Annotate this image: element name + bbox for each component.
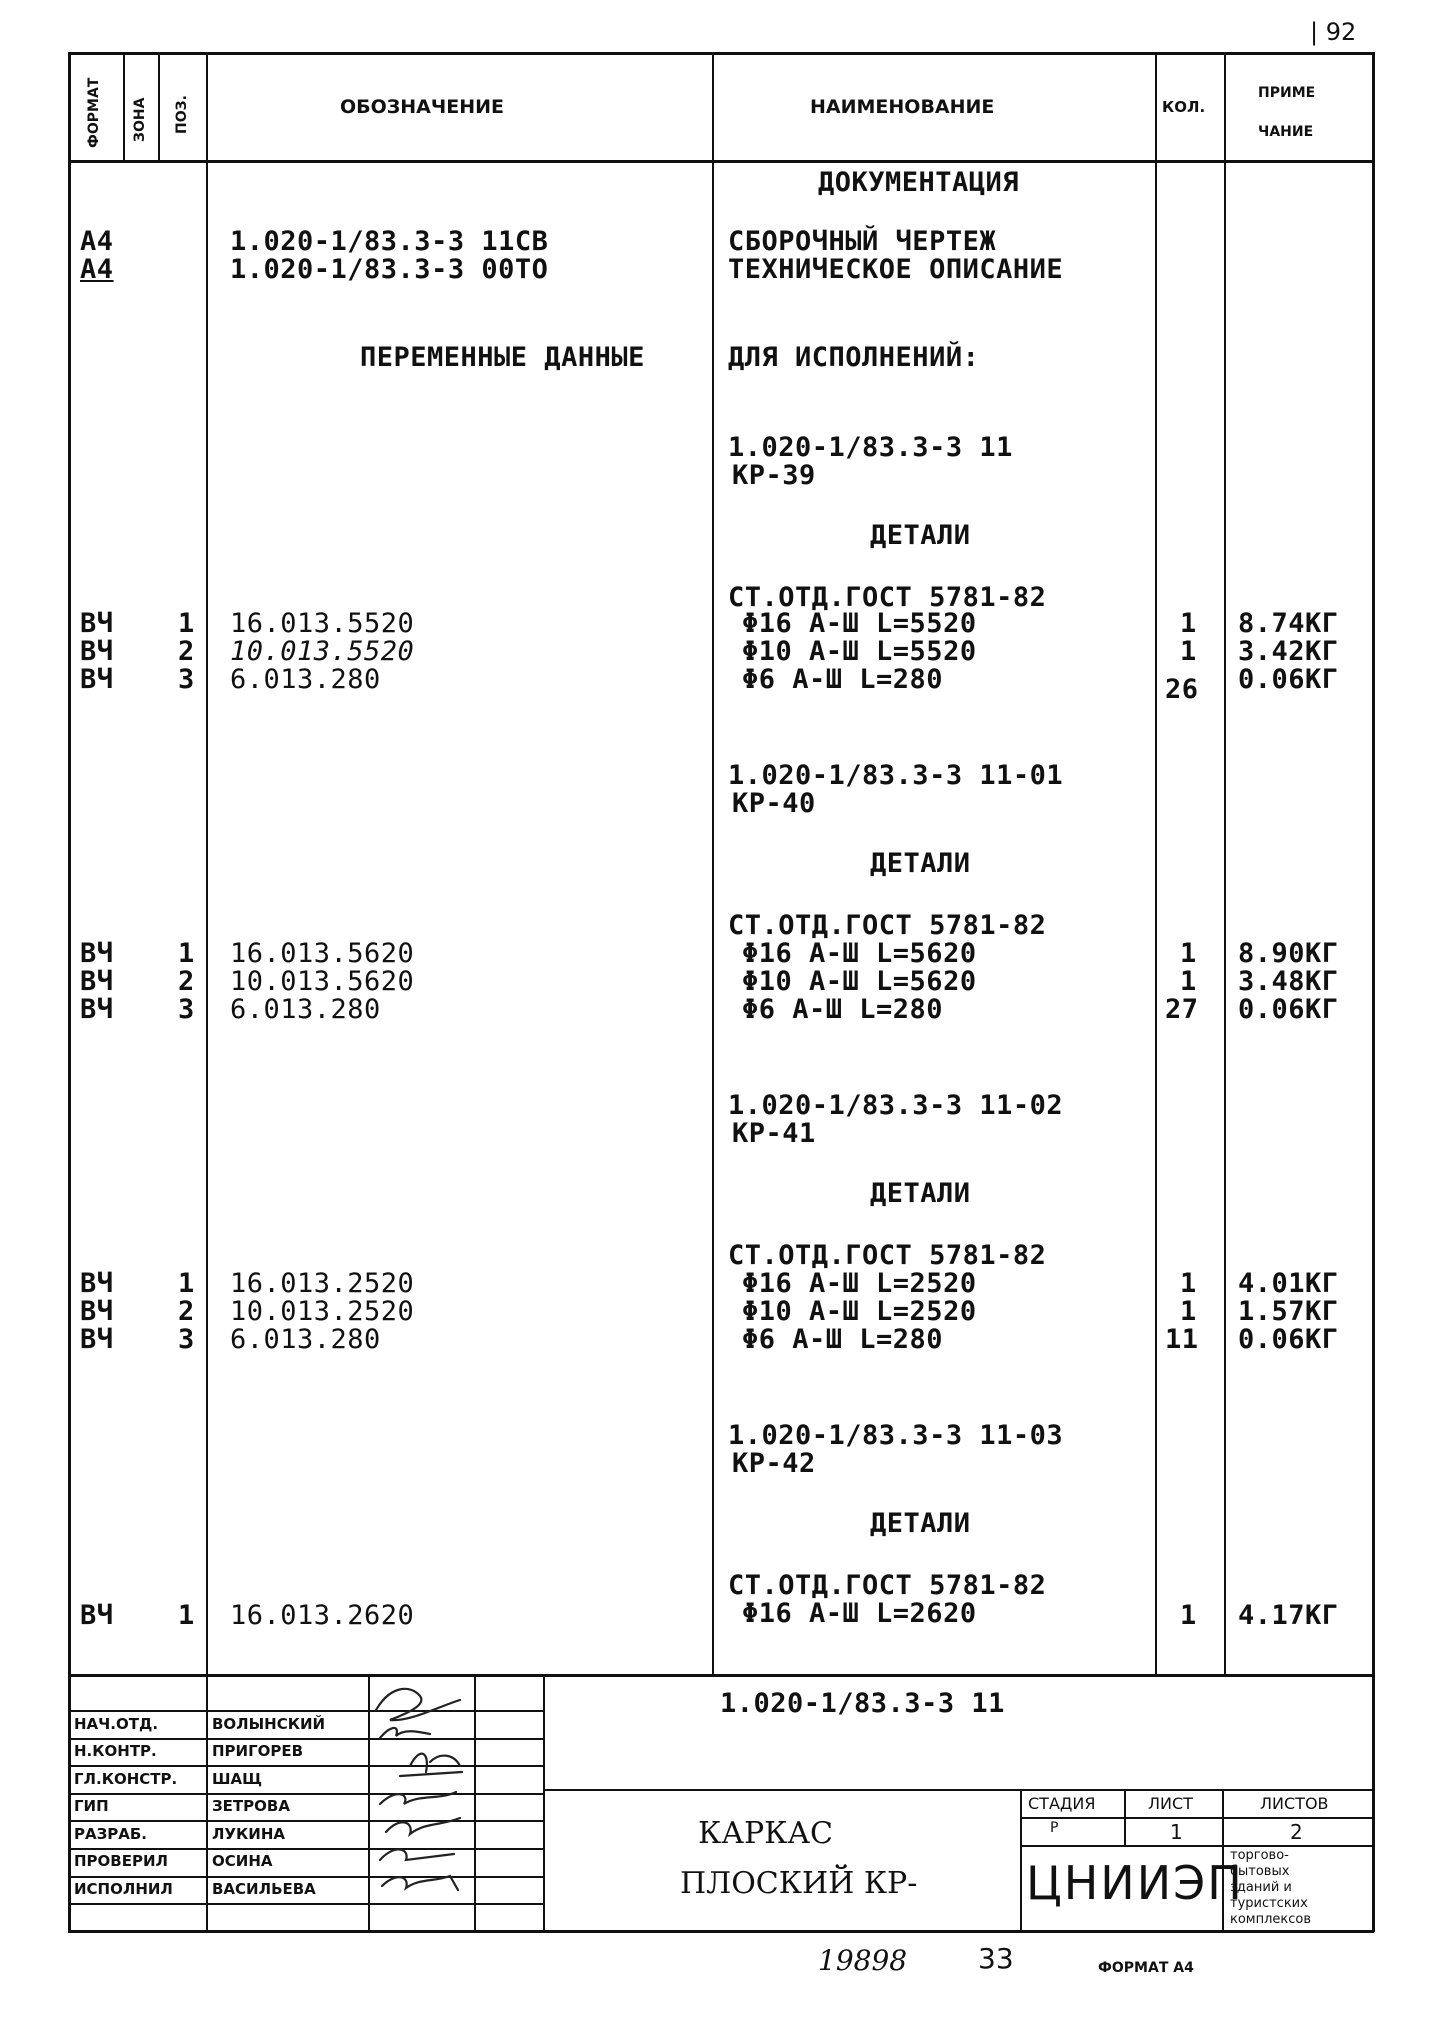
row-format: ВЧ [80, 1268, 114, 1299]
variant-code: 1.020-1/83.3-3 11-03 [728, 1420, 1064, 1451]
row-format: ВЧ [80, 636, 114, 667]
row-qty: 11 [1165, 1324, 1199, 1355]
row-note: 3.42КГ [1238, 636, 1339, 667]
variant-code: 1.020-1/83.3-3 11-02 [728, 1090, 1064, 1121]
stage-label: СТАДИЯ [1028, 1794, 1096, 1813]
variable-data-for: ДЛЯ ИСПОЛНЕНИЙ: [728, 342, 980, 373]
header-designation: ОБОЗНАЧЕНИЕ [340, 96, 505, 118]
doc-name: СБОРОЧНЫЙ ЧЕРТЕЖ [728, 226, 997, 257]
row-designation: 6.013.280 [230, 664, 381, 695]
row-format: ВЧ [80, 994, 114, 1025]
row-pos: 3 [178, 664, 195, 695]
row-pos: 2 [178, 1296, 195, 1327]
role-label: ГИП [74, 1797, 109, 1815]
row-pos: 3 [178, 994, 195, 1025]
organization-logo: ЦНИИЭП [1026, 1856, 1244, 1910]
header-pos: ПОЗ. [174, 95, 190, 134]
row-note: 0.06КГ [1238, 994, 1339, 1025]
row-qty: 26 [1165, 674, 1199, 705]
role-label: РАЗРАБ. [74, 1825, 147, 1843]
row-note: 4.17КГ [1238, 1600, 1339, 1631]
row-format: ВЧ [80, 966, 114, 997]
role-name: ПРИГОРЕВ [212, 1742, 304, 1760]
sheets-value: 2 [1290, 1820, 1303, 1844]
row-format: ВЧ [80, 1600, 114, 1631]
header-note-1: ПРИМЕ [1258, 85, 1316, 101]
details-heading: ДЕТАЛИ [870, 1178, 971, 1209]
header-name: НАИМЕНОВАНИЕ [810, 96, 995, 118]
row-qty: 1 [1180, 636, 1197, 667]
row-qty: 1 [1180, 1268, 1197, 1299]
row-qty: 1 [1180, 966, 1197, 997]
role-name: ОСИНА [212, 1852, 273, 1870]
standard: СТ.ОТД.ГОСТ 5781-82 [728, 582, 1047, 613]
doc-format: А4 [80, 226, 114, 257]
standard: СТ.ОТД.ГОСТ 5781-82 [728, 910, 1047, 941]
row-designation: 6.013.280 [230, 994, 381, 1025]
row-qty: 1 [1180, 938, 1197, 969]
role-label: НАЧ.ОТД. [74, 1715, 159, 1733]
variant-mark: КР-40 [732, 788, 816, 819]
row-name: Φ10 А-Ш L=5620 [742, 966, 977, 997]
org-desc-line: зданий и [1230, 1880, 1292, 1895]
row-qty: 1 [1180, 1296, 1197, 1327]
row-name: Φ6 А-Ш L=280 [742, 664, 944, 695]
doc-designation: 1.020-1/83.3-3 00ТО [230, 254, 549, 285]
doc-name: ТЕХНИЧЕСКОЕ ОПИСАНИЕ [728, 254, 1064, 285]
doc-format: А4 [80, 254, 114, 285]
details-heading: ДЕТАЛИ [870, 848, 971, 879]
row-note: 0.06КГ [1238, 664, 1339, 695]
row-qty: 27 [1165, 994, 1199, 1025]
row-pos: 2 [178, 966, 195, 997]
row-designation: 16.013.5620 [230, 938, 415, 969]
row-name: Φ6 А-Ш L=280 [742, 994, 944, 1025]
sheet-value: 1 [1170, 1820, 1183, 1844]
role-label: ГЛ.КОНСТР. [74, 1770, 178, 1788]
standard: СТ.ОТД.ГОСТ 5781-82 [728, 1570, 1047, 1601]
variant-code: 1.020-1/83.3-3 11 [728, 432, 1013, 463]
role-label: ИСПОЛНИЛ [74, 1880, 173, 1898]
row-name: Φ16 А-Ш L=2520 [742, 1268, 977, 1299]
page-corner-number: | 92 [1310, 18, 1357, 46]
variant-mark: КР-41 [732, 1118, 816, 1149]
header-qty: КОЛ. [1162, 98, 1206, 116]
role-name: ВОЛЫНСКИЙ [212, 1715, 326, 1733]
row-designation: 16.013.2620 [230, 1600, 415, 1631]
sheets-label: ЛИСТОВ [1260, 1794, 1329, 1813]
row-designation: 16.013.5520 [230, 608, 415, 639]
org-desc-line: туристских [1230, 1896, 1308, 1911]
org-desc-line: комплексов [1230, 1912, 1312, 1927]
section-documentation: ДОКУМЕНТАЦИЯ [818, 167, 1020, 198]
row-name: Φ10 А-Ш L=5520 [742, 636, 977, 667]
row-format: ВЧ [80, 664, 114, 695]
header-zone: ЗОНА [132, 97, 148, 142]
footer-format: ФОРМАТ А4 [1098, 1960, 1194, 1976]
row-designation: 10.013.5520 [230, 636, 415, 667]
row-name: Φ6 А-Ш L=280 [742, 1324, 944, 1355]
row-note: 8.74КГ [1238, 608, 1339, 639]
role-name: ВАСИЛЬЕВА [212, 1880, 316, 1898]
row-format: ВЧ [80, 1296, 114, 1327]
role-label: Н.КОНТР. [74, 1742, 157, 1760]
row-name: Φ16 А-Ш L=5520 [742, 608, 977, 639]
signature-scribbles [370, 1676, 474, 1932]
row-pos: 3 [178, 1324, 195, 1355]
row-designation: 10.013.5620 [230, 966, 415, 997]
variant-mark: КР-39 [732, 460, 816, 491]
doc-designation: 1.020-1/83.3-3 11СВ [230, 226, 549, 257]
variable-data-label: ПЕРЕМЕННЫЕ ДАННЫЕ [360, 342, 645, 373]
stage-value: Р [1050, 1820, 1059, 1836]
row-note: 3.48КГ [1238, 966, 1339, 997]
row-pos: 1 [178, 1600, 195, 1631]
row-qty: 1 [1180, 608, 1197, 639]
title-name-line2: ПЛОСКИЙ КР- [680, 1866, 918, 1901]
row-name: Φ10 А-Ш L=2520 [742, 1296, 977, 1327]
row-format: ВЧ [80, 1324, 114, 1355]
role-name: ЗЕТРОВА [212, 1797, 290, 1815]
row-note: 8.90КГ [1238, 938, 1339, 969]
title-name-line1: КАРКАС [698, 1816, 834, 1851]
role-label: ПРОВЕРИЛ [74, 1852, 168, 1870]
header-format: ФОРМАТ [86, 77, 102, 148]
variant-mark: КР-42 [732, 1448, 816, 1479]
details-heading: ДЕТАЛИ [870, 520, 971, 551]
row-name: Φ16 А-Ш L=2620 [742, 1598, 977, 1629]
row-note: 4.01КГ [1238, 1268, 1339, 1299]
role-name: ЛУКИНА [212, 1825, 286, 1843]
org-desc-line: бытовых [1230, 1864, 1290, 1879]
row-note: 0.06КГ [1238, 1324, 1339, 1355]
row-designation: 6.013.280 [230, 1324, 381, 1355]
row-pos: 1 [178, 608, 195, 639]
row-pos: 1 [178, 938, 195, 969]
variant-code: 1.020-1/83.3-3 11-01 [728, 760, 1064, 791]
role-name: ШАЩ [212, 1770, 263, 1788]
title-doc-code: 1.020-1/83.3-3 11 [720, 1688, 1005, 1719]
row-pos: 2 [178, 636, 195, 667]
row-format: ВЧ [80, 938, 114, 969]
row-pos: 1 [178, 1268, 195, 1299]
details-heading: ДЕТАЛИ [870, 1508, 971, 1539]
standard: СТ.ОТД.ГОСТ 5781-82 [728, 1240, 1047, 1271]
footer-number: 33 [978, 1942, 1014, 1975]
row-designation: 16.013.2520 [230, 1268, 415, 1299]
row-note: 1.57КГ [1238, 1296, 1339, 1327]
sheet-label: ЛИСТ [1148, 1794, 1193, 1813]
org-desc-line: торгово- [1230, 1848, 1289, 1863]
footer-handwritten-number: 19898 [818, 1944, 908, 1977]
row-name: Φ16 А-Ш L=5620 [742, 938, 977, 969]
row-designation: 10.013.2520 [230, 1296, 415, 1327]
row-format: ВЧ [80, 608, 114, 639]
header-note-2: ЧАНИЕ [1258, 124, 1314, 140]
row-qty: 1 [1180, 1600, 1197, 1631]
